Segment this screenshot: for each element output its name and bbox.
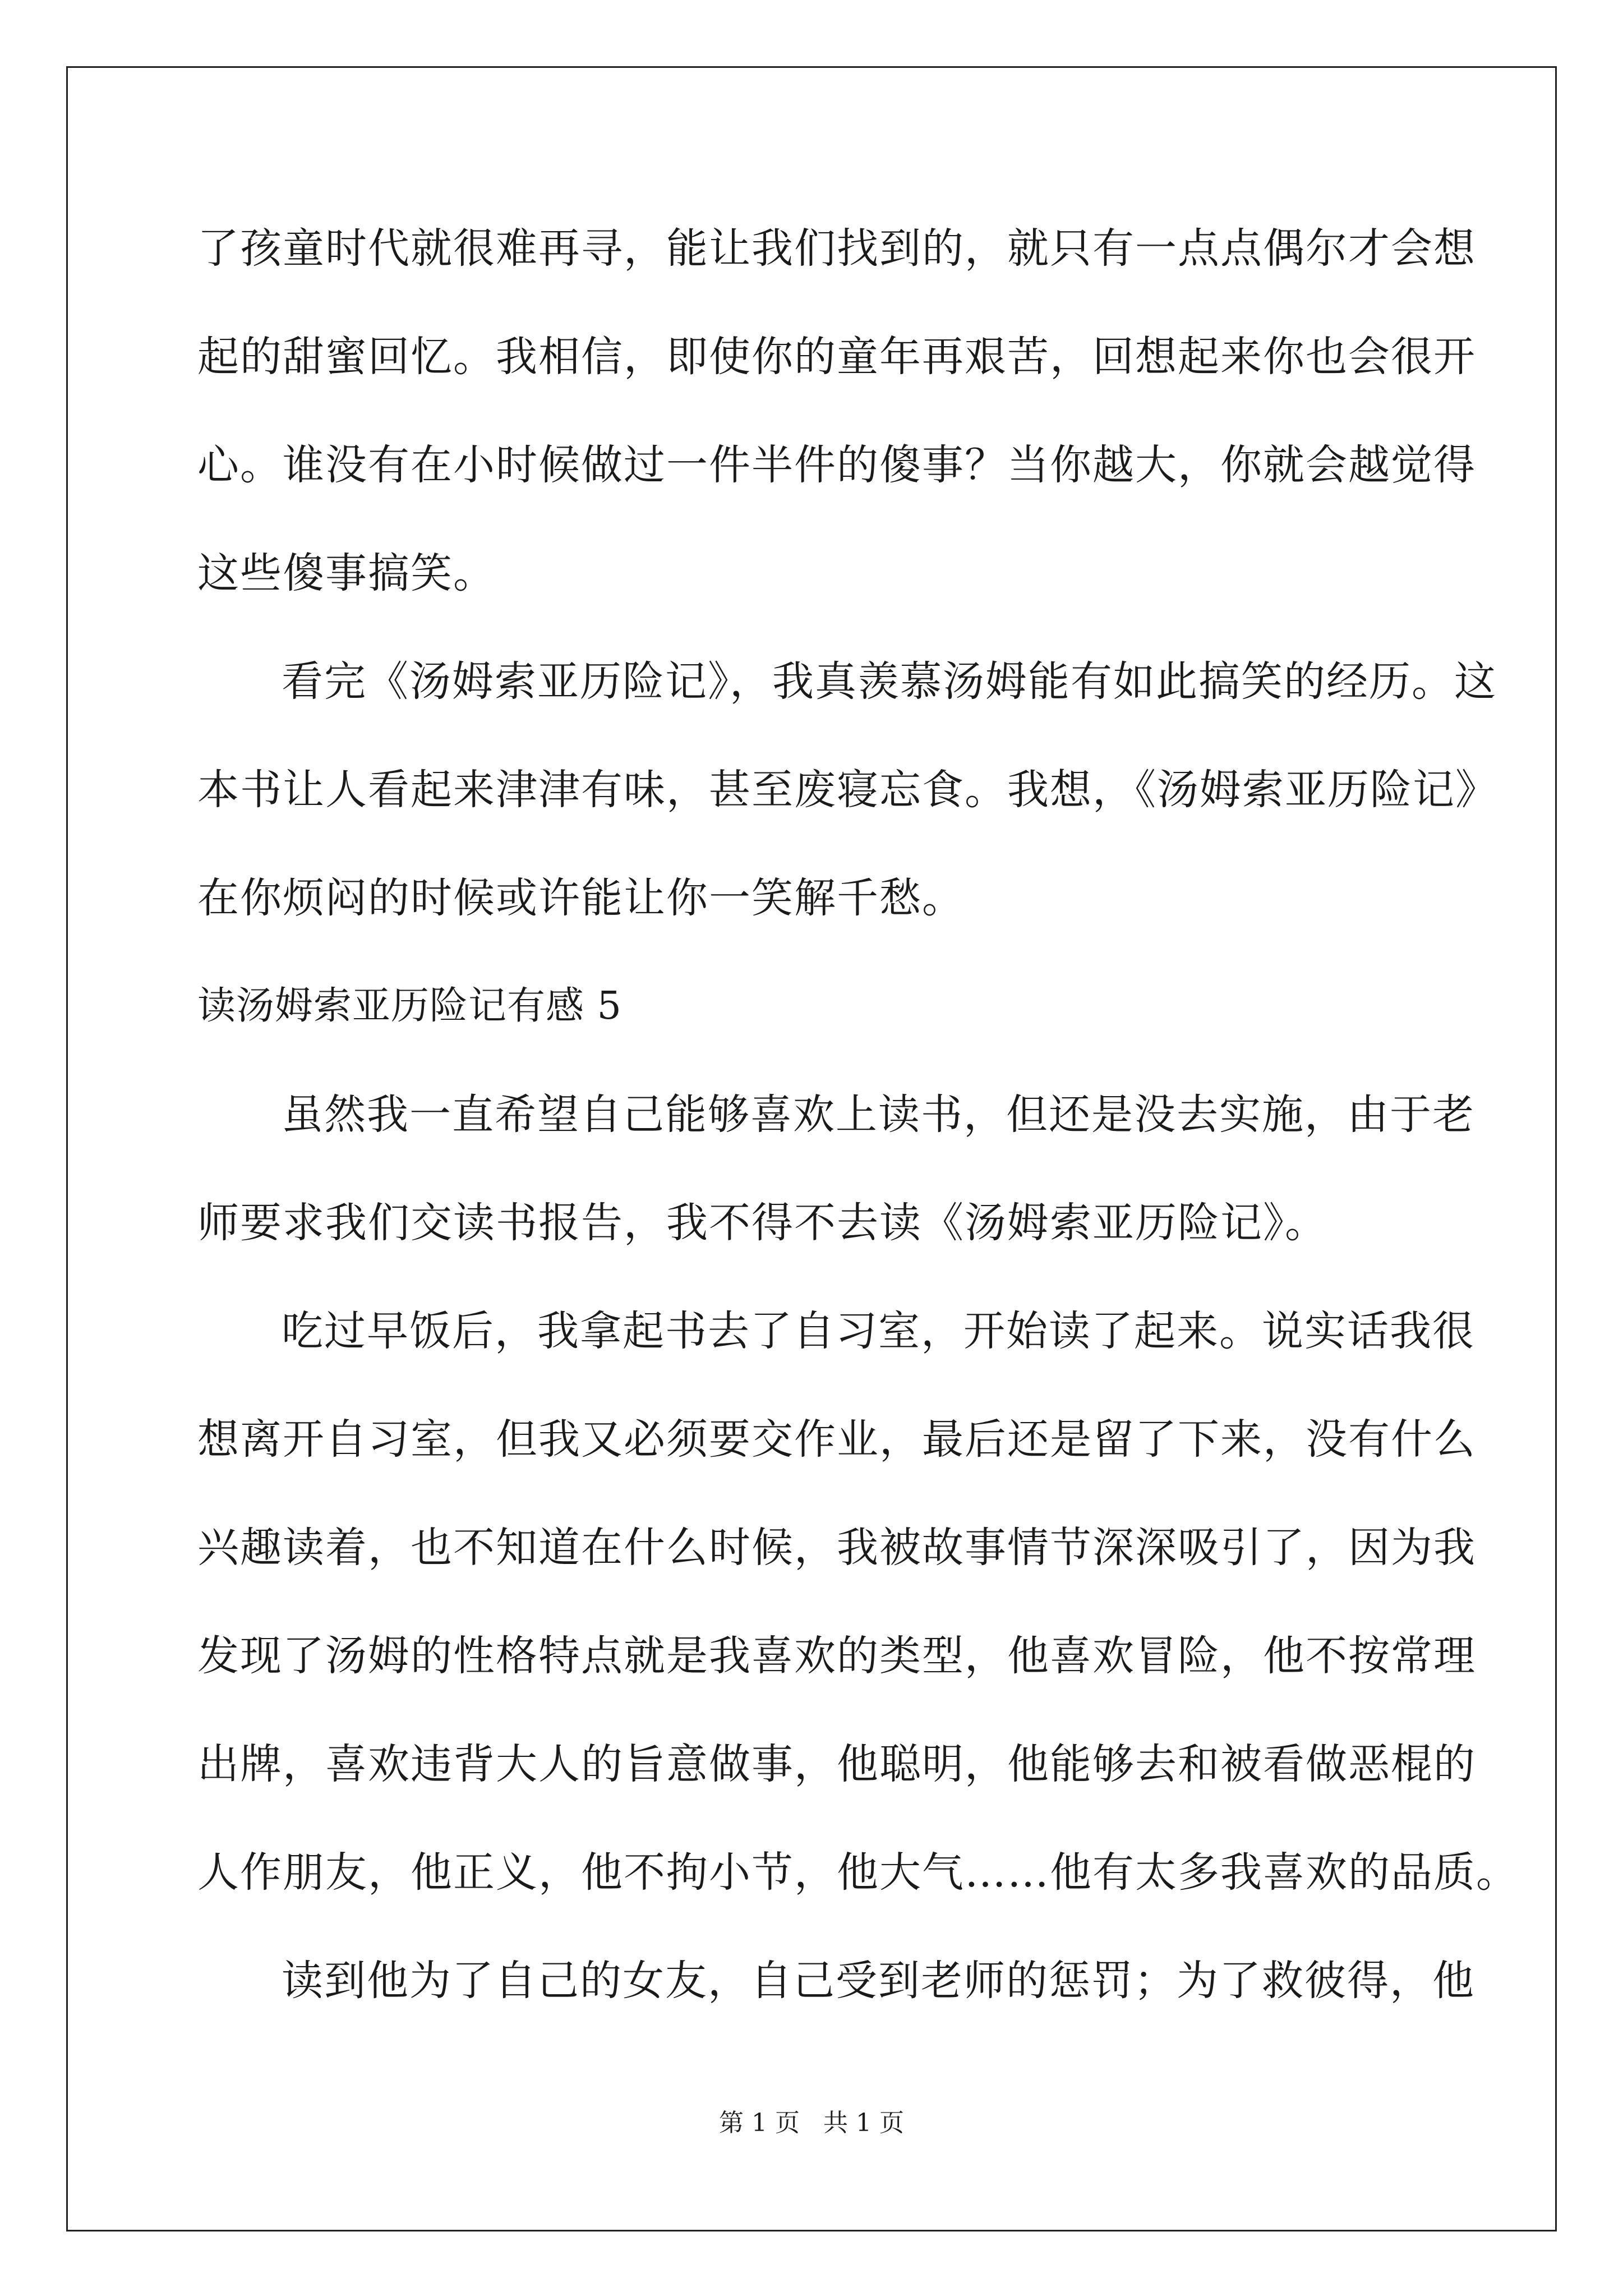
text-line: 兴趣读着，也不知道在什么时候，我被故事情节深深吸引了，因为我 xyxy=(197,1524,1476,1572)
text-line: 想离开自习室，但我又必须要交作业，最后还是留了下来，没有什么 xyxy=(197,1415,1476,1464)
page-number-footer: 第 1 页 共 1 页 xyxy=(719,2109,904,2137)
text-line: 发现了汤姆的性格特点就是我喜欢的类型，他喜欢冒险，他不按常理 xyxy=(197,1632,1476,1680)
paragraph-first-line: 读到他为了自己的女友，自己受到老师的惩罚；为了救彼得，他 xyxy=(282,1957,1475,2005)
section-heading: 读汤姆索亚历险记有感 5 xyxy=(197,984,622,1028)
paragraph-first-line: 虽然我一直希望自己能够喜欢上读书，但还是没去实施，由于老 xyxy=(282,1091,1475,1139)
paragraph-first-line: 吃过早饭后，我拿起书去了自习室，开始读了起来。说实话我很 xyxy=(282,1307,1475,1355)
text-line: 出牌，喜欢违背大人的旨意做事，他聪明，他能够去和被看做恶棍的 xyxy=(197,1740,1476,1788)
text-line: 师要求我们交读书报告，我不得不去读《汤姆索亚历险记》。 xyxy=(197,1199,1327,1247)
text-line: 人作朋友，他正义，他不拘小节，他大气……他有太多我喜欢的品质。 xyxy=(197,1848,1519,1897)
text-line: 起的甜蜜回忆。我相信，即使你的童年再艰苦，回想起来你也会很开 xyxy=(197,333,1476,381)
text-line: 这些傻事搞笑。 xyxy=(197,549,496,597)
paragraph-first-line: 看完《汤姆索亚历险记》，我真羡慕汤姆能有如此搞笑的经历。这 xyxy=(282,657,1497,706)
document-body xyxy=(197,206,1519,2047)
text-line: 在你烦闷的时候或许能让你一笑解千愁。 xyxy=(197,874,965,922)
text-line: 了孩童时代就很难再寻，能让我们找到的，就只有一点点偶尔才会想 xyxy=(197,224,1476,273)
text-line: 心。谁没有在小时候做过一件半件的傻事？当你越大，你就会越觉得 xyxy=(197,441,1476,489)
text-line: 本书让人看起来津津有味，甚至废寝忘食。我想，《汤姆索亚历险记》 xyxy=(197,766,1498,814)
